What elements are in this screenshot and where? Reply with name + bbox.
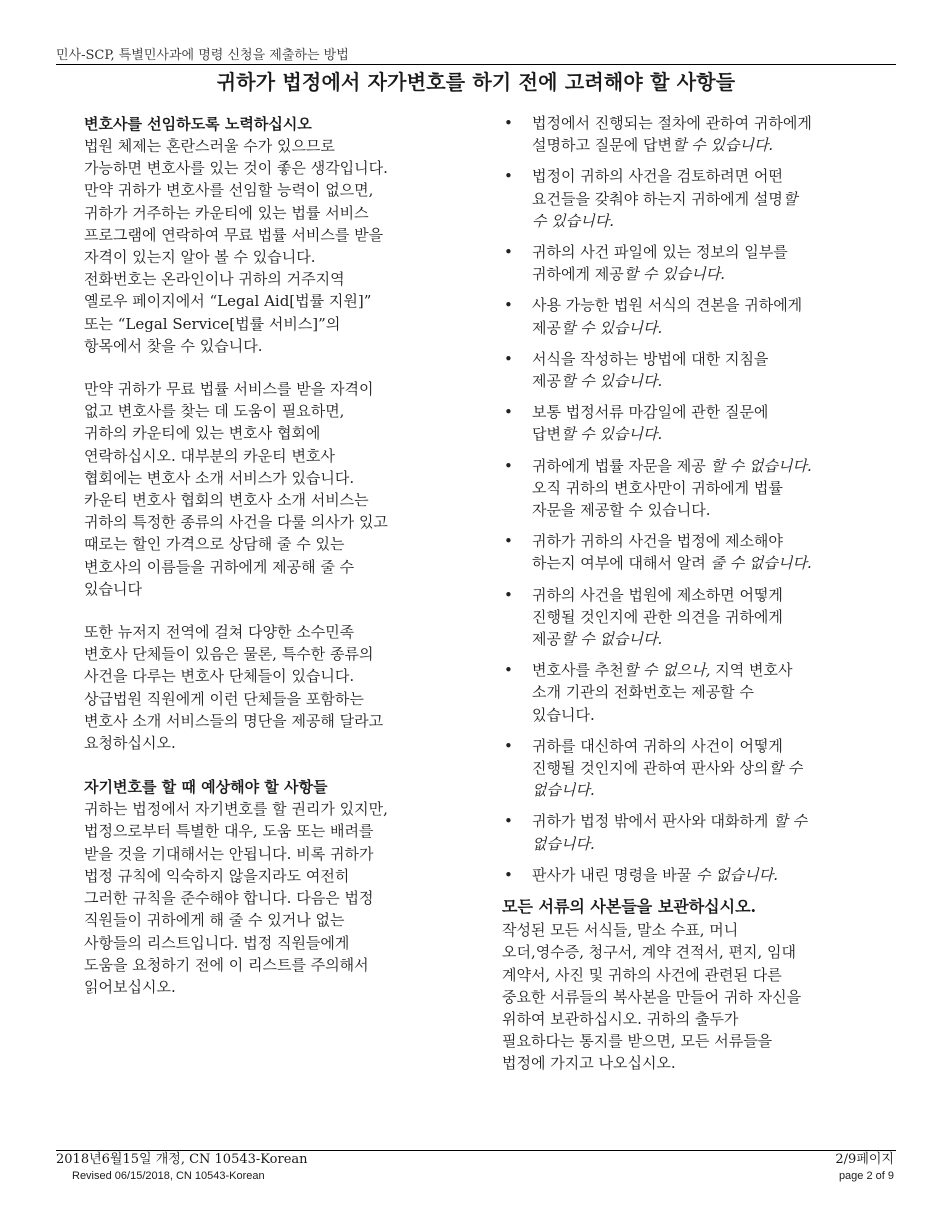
bullet-icon: • (504, 167, 513, 186)
footer-revision (56, 1152, 308, 1184)
header-rule (56, 64, 896, 65)
keep-copies-paragraph: 작성된 모든 서식들, 말소 수표, 머니 오더,영수증, 청구서, 계약 견적서, 편지, 임대 계약서, 사진 및 귀하의 사건에 관련된 다른 중요한 서류들의 복사본을 만들어 귀하 자신을 위하여 보관하십시오. 귀하의 출두가 필요하다는 통지를 받으면, 모든 서류들을 법정에 가지고 나오십시오. (502, 921, 802, 1073)
bullet-icon: • (504, 532, 513, 551)
bullet-icon: • (504, 243, 513, 262)
court-staff-list (502, 112, 882, 886)
keep-copies-heading: 모든 서류의 사본들을 보관하십시오. (502, 897, 757, 917)
list-item: • 판사가 내린 명령을 바꿀 수 없습니다. (502, 864, 882, 886)
bullet-icon: • (504, 661, 513, 680)
lawyer-paragraph-3: 또한 뉴저지 전역에 걸쳐 다양한 소수민족 변호사 단체들이 있음은 물론, 특수한 종류의 사건을 다루는 변호사 단체들이 있습니다. 상급법원 직원에게 이런 단체들을 포함하는 변호사 소개 서비스들의 명단을 제공해 달라고 요청하십시오. (84, 623, 384, 753)
self-representation-heading: 자기변호를 할 때 예상해야 할 사항들 (84, 778, 328, 797)
lawyer-paragraph-1: 법원 체제는 혼란스러울 수가 있으므로 가능하면 변호사를 있는 것이 좋은 생각입니다. 만약 귀하가 변호사를 선임할 능력이 없으면, 귀하가 거주하는 카운티에 있는 법률 서비스 프로그램에 연락하여 무료 법률 서비스를 받을 자격이 있는지 알아 볼 수 있습니다. 전화번호는 온라인이나 귀하의 거주지역 옐로우 페이지에서 “Legal Aid[법률 지원]” 또는 “Legal Service[법률 서비스]”의 항목에서 찾을 수 있습니다. (84, 137, 388, 355)
left-column (84, 113, 464, 998)
footer-revision-english: Revised 06/15/2018, CN 10543-Korean (72, 1170, 265, 1182)
list-item: • 귀하의 사건 파일에 있는 정보의 일부를 귀하에게 제공할 수 있습니다. (504, 243, 788, 284)
footer-page-english: page 2 of 9 (838, 1170, 894, 1182)
list-item: • 귀하의 사건을 법원에 제소하면 어떻게 진행될 것인지에 관한 의견을 귀하에게 제공할 수 없습니다. (504, 585, 783, 649)
footer-page-number (835, 1152, 894, 1184)
footer-rule (56, 1150, 896, 1151)
right-column (502, 112, 882, 1075)
bullet-icon: • (504, 296, 513, 315)
bullet-icon: • (504, 349, 513, 368)
bullet-icon: • (504, 812, 513, 831)
list-item: • 법정이 귀하의 사건을 검토하려면 어떤 요건들을 갖춰야 하는지 귀하에게 설명할 수 있습니다. (504, 167, 798, 230)
bullet-icon: • (504, 585, 513, 604)
bullet-icon: • (504, 403, 513, 422)
list-item: • 귀하에게 법률 자문을 제공 할 수 없습니다. 오직 귀하의 변호사만이 귀하에게 법률 자문을 제공할 수 있습니다. (504, 456, 812, 520)
bullet-icon: • (504, 865, 513, 884)
list-item: • 변호사를 추천할 수 없으나, 지역 변호사 소개 기관의 전화번호는 제공할 수 있습니다. (504, 661, 793, 724)
list-item: • 귀하가 귀하의 사건을 법정에 제소해야 하는지 여부에 대해서 알려 줄 수 없습니다. (504, 532, 812, 573)
lawyer-section-heading: 변호사를 선임하도록 노력하십시오 (84, 115, 312, 133)
page-title: 귀하가 법정에서 자가변호를 하기 전에 고려해야 할 사항들 (216, 70, 736, 94)
lawyer-paragraph-2: 만약 귀하가 무료 법률 서비스를 받을 자격이 없고 변호사를 찾는 데 도움이 필요하면, 귀하의 카운티에 있는 변호사 협회에 연락하십시오. 대부분의 카운티 변호사 협회에는 변호사 소개 서비스가 있습니다. 카운티 변호사 협회의 변호사 소개 서비스는 귀하의 특정한 종류의 사건을 다룰 의사가 있고 때로는 할인 가격으로 상담해 줄 수 있는 변호사의 이름들을 귀하에게 제공해 줄 수 있습니다 (84, 380, 388, 598)
running-header: 민사-SCP, 특별민사과에 명령 신청을 제출하는 방법 (56, 48, 349, 63)
footer-revision-korean: 2018년6월15일 개정, CN 10543-Korean (56, 1152, 308, 1167)
self-representation-paragraph: 귀하는 법정에서 자기변호를 할 권리가 있지만, 법정으로부터 특별한 대우, 도움 또는 배려를 받을 것을 기대해서는 안됩니다. 비록 귀하가 법정 규칙에 익숙하지 않을지라도 여전히 그러한 규칙을 준수해야 합니다. 다음은 법정 직원들이 귀하에게 해 줄 수 있거나 없는 사항들의 리스트입니다. 법정 직원들에게 도움을 요청하기 전에 이 리스트를 주의해서 읽어보십시오. (84, 800, 388, 996)
bullet-icon: • (504, 114, 513, 132)
list-item: • 법정에서 진행되는 절차에 관하여 귀하에게 설명하고 질문에 답변할 수 있습니다. (504, 114, 812, 155)
bullet-icon: • (504, 456, 513, 475)
list-item: • 사용 가능한 법원 서식의 견본을 귀하에게 제공할 수 있습니다. (504, 296, 803, 337)
list-item: • 귀하를 대신하여 귀하의 사건이 어떻게 진행될 것인지에 관하여 판사와 상의할 수 없습니다. (504, 736, 803, 800)
bullet-icon: • (504, 736, 513, 755)
list-item: • 귀하가 법정 밖에서 판사와 대화하게 할 수 없습니다. (504, 812, 807, 853)
footer-page-korean: 2/9페이지 (835, 1152, 894, 1167)
list-item: • 보통 법정서류 마감일에 관한 질문에 답변할 수 있습니다. (504, 403, 769, 444)
list-item: • 서식을 작성하는 방법에 대한 지침을 제공할 수 있습니다. (504, 349, 769, 391)
